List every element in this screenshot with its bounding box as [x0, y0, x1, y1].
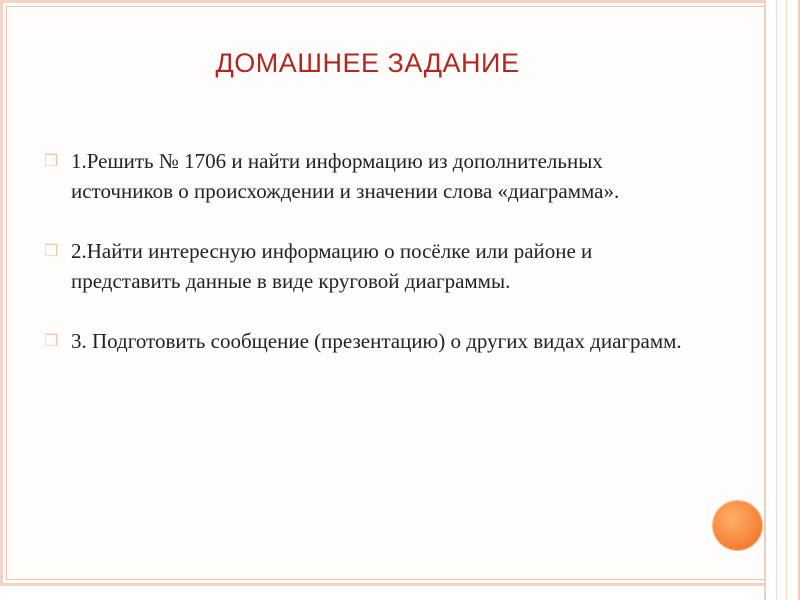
- side-decorative-band: [764, 0, 800, 600]
- slide-title: ДОМАШНЕЕ ЗАДАНИЕ: [215, 48, 520, 78]
- checkbox-bullet-icon: ❒: [44, 331, 59, 350]
- list-item-text: 2.Найти интересную информацию о посёлке или районе и представить данные в виде круговой диаграммы.: [71, 239, 593, 293]
- list-item: [44, 236, 684, 296]
- checkbox-bullet-icon: ❒: [44, 241, 59, 260]
- bullet-list: [44, 146, 684, 386]
- list-item-text: 1.Решить № 1706 и найти информацию из дополнительных источников о происхождении и значении слова «диаграмма».: [71, 149, 620, 203]
- checkbox-bullet-icon: ❒: [44, 151, 59, 170]
- list-item: [44, 326, 684, 356]
- decorative-orange-circle: [713, 501, 762, 550]
- list-item: [44, 146, 684, 206]
- list-item-text: 3. Подготовить сообщение (презентацию) о других видах диаграмм.: [71, 329, 682, 353]
